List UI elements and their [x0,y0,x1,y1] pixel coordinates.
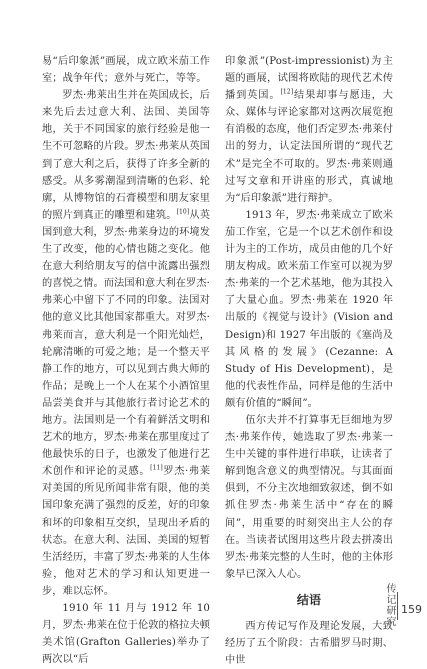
paragraph-text: 易“后印象派”画展，成立欧米茄工作室；战争年代；意外与死亡，等等。 [42,56,210,85]
paragraph [225,207,393,412]
footer-divider [397,592,398,620]
paragraph-text: 印象派”(Post-impressionist)为主题的画展，试图将欧陆的现代艺术传播到英国。 [225,56,393,102]
paragraph [225,412,393,583]
left-column [42,53,210,668]
paragraph-text: 伍尔夫并不打算事无巨细地为罗杰·弗莱作传，她选取了罗杰·弗莱一生中关键的事件进行串联，让读者了解到饱含意义的典型情况。与其面面俱到，不分主次地细致叙述，倒不如抓住罗杰·弗莱生活中“存在的瞬间”，用重要的时刻突出主人公的存在。当读者试图用这些片段去拼凑出罗杰·弗莱完整的人生时，他的主体形象早已深入人心。 [225,414,393,580]
footnote-marker: [10] [176,208,190,216]
paragraph [42,87,210,600]
paragraph-text: 1910 年 11 月与 1912 年 10 月，罗杰·弗莱在位于伦敦的格拉夫顿美术馆(Grafton Galleries)举办了两次以“后 [42,603,210,666]
paragraph [42,600,210,668]
paragraph [225,618,393,669]
running-section-label: 传记研究 [384,583,395,627]
page-number: 159 [401,603,422,616]
section-title: 结语 [296,592,322,607]
paragraph [42,53,210,87]
paragraph-text: 1913 年，罗杰·弗莱成立了欧米茄工作室，它是一个以艺术创作和设计为主的工作坊，成员由他的几个好朋友构成。欧米茄工作室可以视为罗杰·弗莱的一个艺术基地，他为其投入了大量心血。罗杰·弗莱在 1920 年出版的《视觉与设计》(Vision and Design)和 1927 年出版的《塞尚及其风格的发展》(Cezanne: A Study of His Development)，是他的代表性作品，同样是他的生活中颇有价值的“瞬间”。 [225,209,393,409]
footnote-marker: [11] [150,464,163,472]
paragraph-text: 结果却事与愿违，大众、媒体与评论家都对这两次展览抱有消极的态度，他们否定罗杰·弗莱付出的努力，认定法国所谓的“现代艺术”是完全不可取的。罗杰·弗莱则通过写文章和开讲座的形式，真诚地为“后印象派”进行辩护。 [225,90,394,204]
footnote-marker: [12] [280,88,294,96]
paragraph-text: 罗杰·弗莱对美国的所见所闻非常有限，他的美国印象充满了强烈的反差，好的印象和坏的印象相互交织，呈现出矛盾的状态。在意大利、法国、美国的短暂生活经历，丰富了罗杰·弗莱的人生体验，他对艺术的学习和认知更进一步，难以忘怀。 [42,466,210,597]
paragraph-text: 从英国到意大利，罗杰·弗莱身边的环境发生了改变，他的心情也随之变化。他在意大利给朋友写的信中流露出强烈的喜悦之情。而法国和意大利在罗杰·弗莱心中留下了不同的印象。法国对他的意义比其他国家都重大。对罗杰·弗莱而言，意大利是一个阳光灿烂，轮廓清晰的可爱之地；是一个整天平静工作的地方，可以见到古典大师的作品；是晚上一个人在某个小酒馆里品尝美食并与其他旅行者讨论艺术的地方。法国则是一个有着鲜活文明和艺术的地方，罗杰·弗莱在那里度过了他最快乐的日子，也激发了他进行艺术创作和评论的灵感。 [42,209,210,478]
paragraph-text: 西方传记写作及理论发展，大致经历了五个阶段：古希腊罗马时期、中世 [225,620,393,667]
paragraph [225,53,393,207]
paragraph-text: 罗杰·弗莱出生并在英国成长，后来先后去过意大利、法国、美国等地，关于不同国家的旅行经验是他一生不可忽略的片段。罗杰·弗莱从英国到了意大利之后，获得了许多全新的感受。从多雾潮湿到清晰的色彩、轮廓，从博物馆的石膏模型和朋友家里的照片到真正的雕塑和建筑。 [42,90,210,221]
right-column [225,53,393,669]
